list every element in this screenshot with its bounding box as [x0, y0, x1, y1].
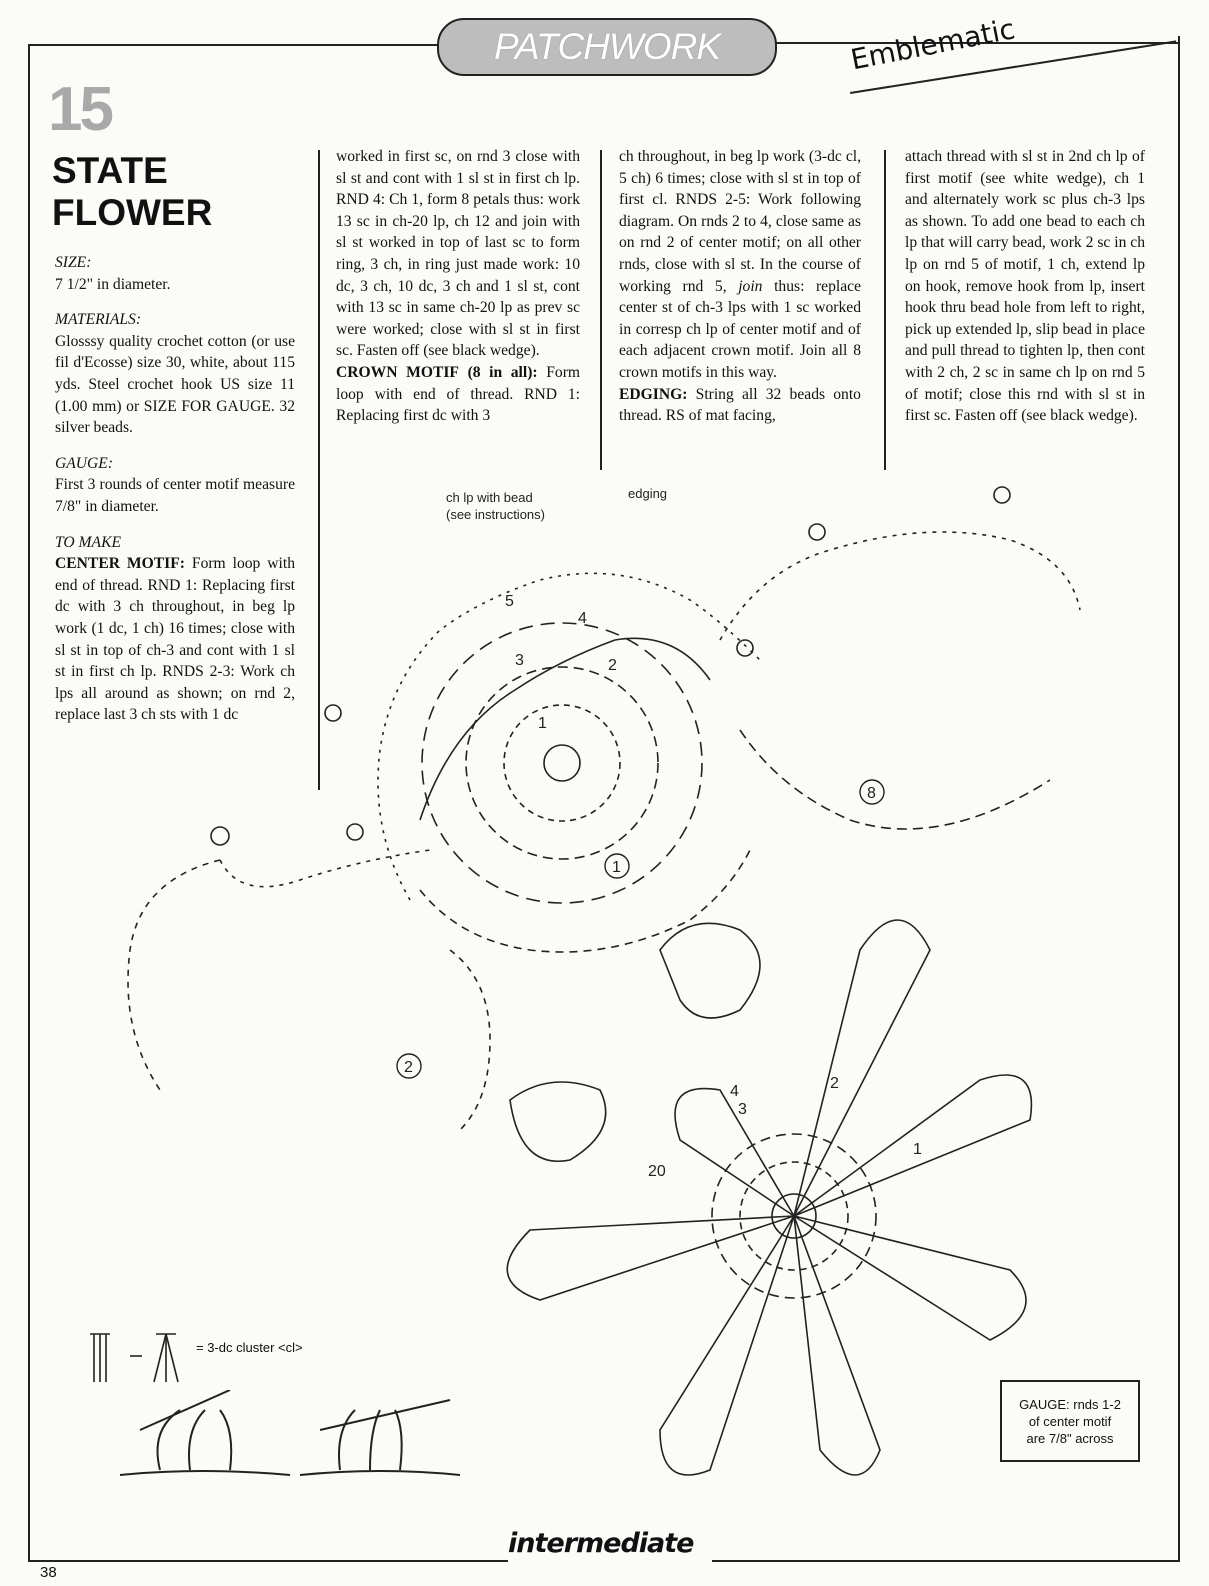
- gauge-line-2: of center motif: [1028, 1413, 1112, 1429]
- column-rule: [884, 150, 886, 470]
- edging-label: EDGING:: [619, 385, 688, 403]
- frame-line: [28, 1560, 508, 1562]
- crochet-diagram: [120, 480, 1120, 1490]
- materials-heading: MATERIALS:: [55, 311, 142, 329]
- skill-level: intermediate: [508, 1528, 694, 1559]
- materials-text: Glosssy quality crochet cotton (or use fil d'Ecosse) size 30, white, about 115 yds. Steel crochet hook US size 11 (1.00 mm) or SIZE FOR GAUGE. 32 silver beads.: [55, 332, 295, 437]
- pattern-number: 15: [48, 75, 111, 144]
- center-motif-instructions: Form loop with end of thread. RND 1: Replacing first dc with 3 ch throughout, in beg lp work (1 dc, 1 ch) 16 times; close with sl st in top of ch-3 and cont with 1 sl st in first ch lp. RNDS 2-3: Work ch lps all around as shown; on rnd 2, replace last 3 ch sts with 1 dc: [55, 555, 295, 724]
- frame-line: [28, 44, 438, 46]
- page-number: 38: [40, 1564, 57, 1581]
- crown-motif-instructions: Form loop with end of thread. RND 1: Replacing first dc with 3: [336, 363, 581, 425]
- edging-continued: attach thread with sl st in 2nd ch lp of first motif (see white wedge), ch 1 and alternately work sc plus ch-3 lps as shown. To add one bead to each ch lp that will carry bead, work 2 sc in ch lp on rnd 5 of motif, 1 ch, extend lp on hook, remove hook from lp, insert hook thru bead hole from left to right, pick up extended lp, slip bead in place and pull thread to tighten lp, then cont with 2 ch, 2 sc in same ch lp on rnd 5 of motif; close this rnd with sl st in first sc. Fasten off (see black wedge).: [905, 148, 1145, 425]
- section-tab: [437, 18, 777, 76]
- motif-2-drawing: [128, 705, 490, 1130]
- crown-motif-text: [336, 362, 580, 427]
- crown-motif-label: CROWN MOTIF: [336, 363, 459, 381]
- center-motif-continued: worked in first sc, on rnd 3 close with sl st and cont with 1 sl st in first ch lp. RND 4: Ch 1, form 8 petals thus: work 13 sc in ch-20 lp, ch 12 and join with sl st worked in top of last sc to form ring, 3 ch, in ring just made work: 10 dc, 3 ch, 10 dc, 3 ch and 1 sl st, cont with 13 sc in same ch-20 lp as prev sc were worked; close with sl st in first sc. Fasten off (see black wedge).: [336, 148, 580, 360]
- round-label-5: 5: [505, 593, 514, 610]
- motif-label-1: 1: [612, 859, 621, 876]
- stitch-illustration: [120, 1390, 460, 1490]
- join-word: join: [738, 277, 763, 295]
- round-label-3: 3: [515, 652, 524, 669]
- crown-motif-count: (8 in all):: [467, 363, 538, 381]
- center-round-3: 3: [738, 1101, 747, 1118]
- column-2: [336, 146, 580, 427]
- frame-line: [1178, 36, 1180, 1562]
- column-3: [619, 146, 861, 427]
- bead-callout-line-1: ch lp with bead: [446, 490, 533, 505]
- motif-1-drawing: [378, 573, 760, 952]
- frame-line: [28, 44, 30, 1562]
- edging-text: [619, 384, 861, 427]
- center-motif-label: CENTER MOTIF:: [55, 555, 185, 573]
- title-line-1: STATE: [52, 150, 168, 191]
- series-name: Emblematic: [848, 12, 1018, 77]
- column-rule: [600, 150, 602, 470]
- legend-label: = 3-dc cluster <cl>: [196, 1340, 303, 1355]
- gauge-box: [1000, 1380, 1140, 1462]
- center-round-4: 4: [730, 1083, 739, 1100]
- gauge-line-3: are 7/8" across: [1026, 1430, 1114, 1446]
- size-heading: SIZE:: [55, 254, 92, 271]
- motif-label-8: 8: [867, 785, 876, 802]
- round-label-4: 4: [578, 610, 587, 627]
- to-make-heading: TO MAKE: [55, 533, 121, 551]
- chain-count: 20: [648, 1163, 666, 1180]
- frame-line: [712, 1560, 1180, 1562]
- size-text: 7 1/2" in diameter.: [55, 275, 171, 293]
- edging-instructions: String all 32 beads onto thread. RS of mat facing,: [619, 385, 861, 425]
- center-flower-drawing: [507, 920, 1031, 1475]
- gauge-line-1: GAUGE: rnds 1-2: [1019, 1396, 1121, 1412]
- cluster-symbol: [84, 1326, 194, 1386]
- column-4: [905, 146, 1145, 427]
- gauge-text: First 3 rounds of center motif measure 7/8" in diameter.: [55, 476, 295, 515]
- title-line-2: FLOWER: [52, 192, 213, 233]
- center-round-2: 2: [830, 1075, 839, 1092]
- section-title: PATCHWORK: [493, 26, 720, 67]
- motif-8-drawing: [720, 487, 1080, 829]
- round-label-1: 1: [538, 715, 547, 732]
- crown-text-a: ch throughout, in beg lp work (3-dc cl, 5 ch) 6 times; close with sl st in top of first cl. RNDS 2-5: Work following diagram. On rnds 2 to 4, close same as on rnd 2 of center motif; on all other rnds, close with sl st. In the course of working rnd 5,: [619, 148, 861, 295]
- edging-callout: edging: [628, 486, 668, 501]
- crown-text-b: thus: replace center st of ch-3 lps with 1 sc worked in corresp ch lp of center motif and of each adjacent crown motif. Join all 8 crown motifs in this way.: [619, 277, 861, 381]
- crown-motif-continued: [619, 146, 861, 384]
- round-label-2: 2: [608, 657, 617, 674]
- motif-label-2: 2: [404, 1059, 413, 1076]
- bead-callout-line-2: (see instructions): [446, 507, 545, 522]
- center-round-1: 1: [913, 1141, 922, 1158]
- gauge-heading: GAUGE:: [55, 454, 114, 472]
- pattern-title: [52, 150, 212, 234]
